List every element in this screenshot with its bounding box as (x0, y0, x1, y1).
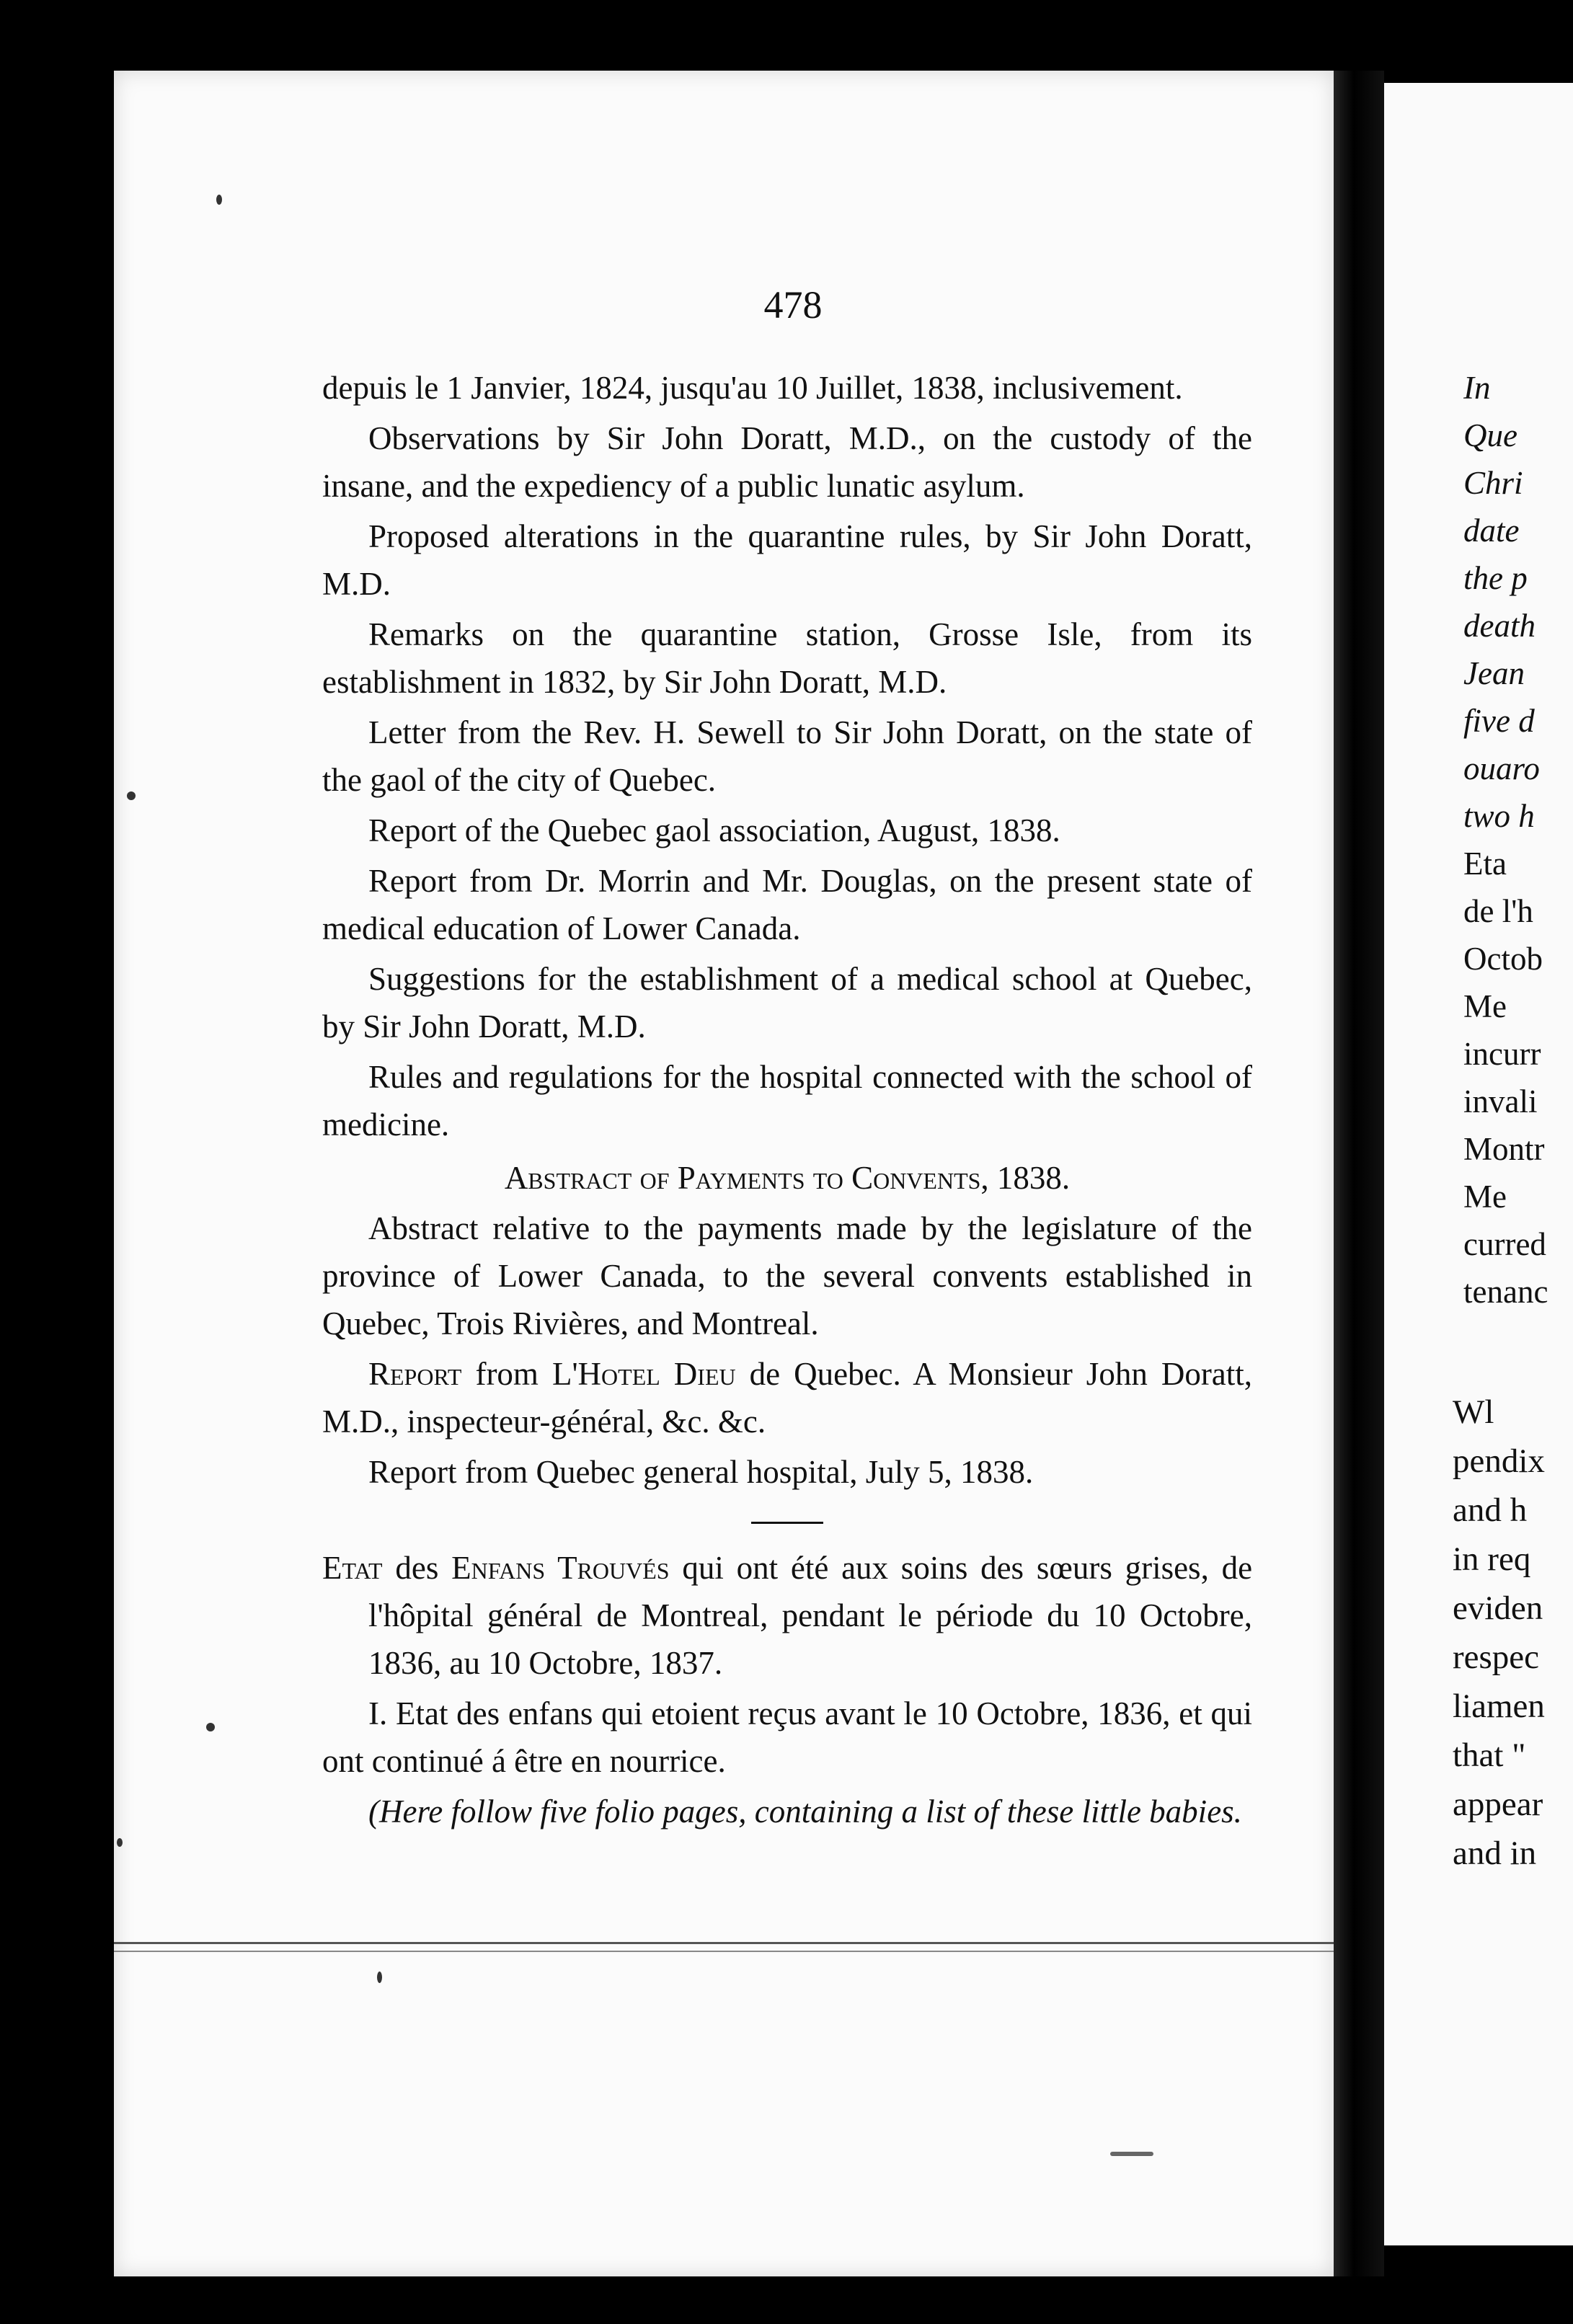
ink-speck (206, 1723, 215, 1731)
right-line: Eta (1463, 846, 1507, 882)
right-lower-line: and in (1453, 1835, 1537, 1872)
right-line: the p (1463, 560, 1528, 596)
right-lower-line: and h (1453, 1491, 1528, 1529)
book-gutter (1334, 71, 1384, 2276)
right-lower-line: Wl (1453, 1393, 1494, 1431)
right-line: Chri (1463, 465, 1523, 501)
etat-heading (322, 1544, 1252, 1687)
paragraph-6: Report of the Quebec gaol association, August, 1838. (368, 812, 1060, 848)
right-line: Que (1463, 417, 1517, 453)
right-lower-line: appear (1453, 1786, 1543, 1823)
right-line: Montr (1463, 1131, 1545, 1167)
right-line: Octob (1463, 941, 1543, 977)
right-line: five d (1463, 703, 1535, 739)
etat-label: Etat (322, 1550, 383, 1586)
right-line: Me (1463, 988, 1507, 1024)
hotel-dieu-name: L'Hotel Dieu (551, 1356, 736, 1392)
ink-speck (377, 1972, 382, 1983)
right-line: ouaro (1463, 750, 1540, 786)
enfans-trouves: Enfans Trouvés (451, 1550, 670, 1586)
paragraph-4: Remarks on the quarantine station, Grosse Isle, from its establishment in 1832, by Sir John Doratt, M.D. (322, 616, 1252, 700)
paragraph-5: Letter from the Rev. H. Sewell to Sir John Doratt, on the state of the gaol of the city of Quebec. (322, 714, 1252, 798)
italic-note: (Here follow five folio pages, containing a list of these little babies. (368, 1793, 1242, 1830)
page-bottom-rule (114, 1942, 1334, 1944)
page-number: 478 (763, 283, 823, 327)
report-hotel-dieu (322, 1350, 1252, 1445)
abstract-paragraph: Abstract relative to the payments made by the legislature of the province of Lower Canada, to the several convents established in Quebec, Trois Rivières, and Montreal. (322, 1210, 1252, 1341)
right-line: de l'h (1463, 893, 1533, 929)
right-line: incurr (1463, 1036, 1541, 1072)
paragraph-8: Suggestions for the establishment of a medical school at Quebec, by Sir John Doratt, M.D. (322, 961, 1252, 1045)
right-lower-line: liamen (1453, 1687, 1545, 1725)
ink-speck (117, 1838, 123, 1847)
paragraph-1: depuis le 1 Janvier, 1824, jusqu'au 10 Juillet, 1838, inclusivement. (322, 370, 1183, 406)
right-line: date (1463, 513, 1520, 549)
report-hotel-dieu-rest: de Quebec. A Monsieur John Doratt, M.D., inspecteur-général, &c. &c. (322, 1356, 1253, 1440)
right-line: In (1463, 370, 1491, 406)
right-page-fragments (1463, 364, 1573, 1316)
report-general-hospital: Report from Quebec general hospital, July 5, 1838. (368, 1454, 1034, 1490)
paragraph-3: Proposed alterations in the quarantine rules, by Sir John Doratt, M.D. (322, 518, 1252, 602)
etat-des: des (395, 1550, 439, 1586)
etat-item: I. Etat des enfans qui etoient reçus avant le 10 Octobre, 1836, et qui ont continué á être en nourrice. (322, 1695, 1252, 1779)
right-line: Me (1463, 1179, 1507, 1215)
right-lower-line: respec (1453, 1638, 1540, 1676)
paragraph-9: Rules and regulations for the hospital connected with the school of medicine. (322, 1059, 1252, 1143)
right-line: invali (1463, 1083, 1538, 1119)
paragraph-2: Observations by Sir John Doratt, M.D., on the custody of the insane, and the expediency of a public lunatic asylum. (322, 420, 1252, 504)
right-lower-line: eviden (1453, 1589, 1543, 1627)
etat-rest: qui ont été aux soins des sœurs grises, de l'hôpital général de Montreal, pendant le période du 10 Octobre, 1836, au 10 Octobre, 1837. (368, 1550, 1253, 1681)
ink-speck (216, 195, 222, 205)
report-label: Report (368, 1356, 462, 1392)
text-block (322, 364, 1252, 1838)
right-line: tenanc (1463, 1274, 1548, 1310)
right-page-lower-fragments (1453, 1388, 1573, 1878)
page-bottom-rule-2 (114, 1951, 1334, 1952)
right-lower-line: pendix (1453, 1442, 1545, 1480)
right-lower-line: that " (1453, 1737, 1526, 1774)
paragraph-7: Report from Dr. Morrin and Mr. Douglas, on the present state of medical education of Lower Canada. (322, 863, 1252, 946)
right-line: two h (1463, 798, 1535, 834)
right-lower-line: in req (1453, 1540, 1531, 1578)
section-divider (751, 1522, 823, 1524)
abstract-heading: Abstract of Payments to Convents, 1838. (504, 1160, 1071, 1196)
ink-speck (1110, 2152, 1153, 2156)
right-line: death (1463, 608, 1536, 644)
right-line: Jean (1463, 655, 1525, 691)
ink-speck (127, 791, 136, 800)
right-line: curred (1463, 1226, 1546, 1262)
report-from: from (475, 1356, 539, 1392)
